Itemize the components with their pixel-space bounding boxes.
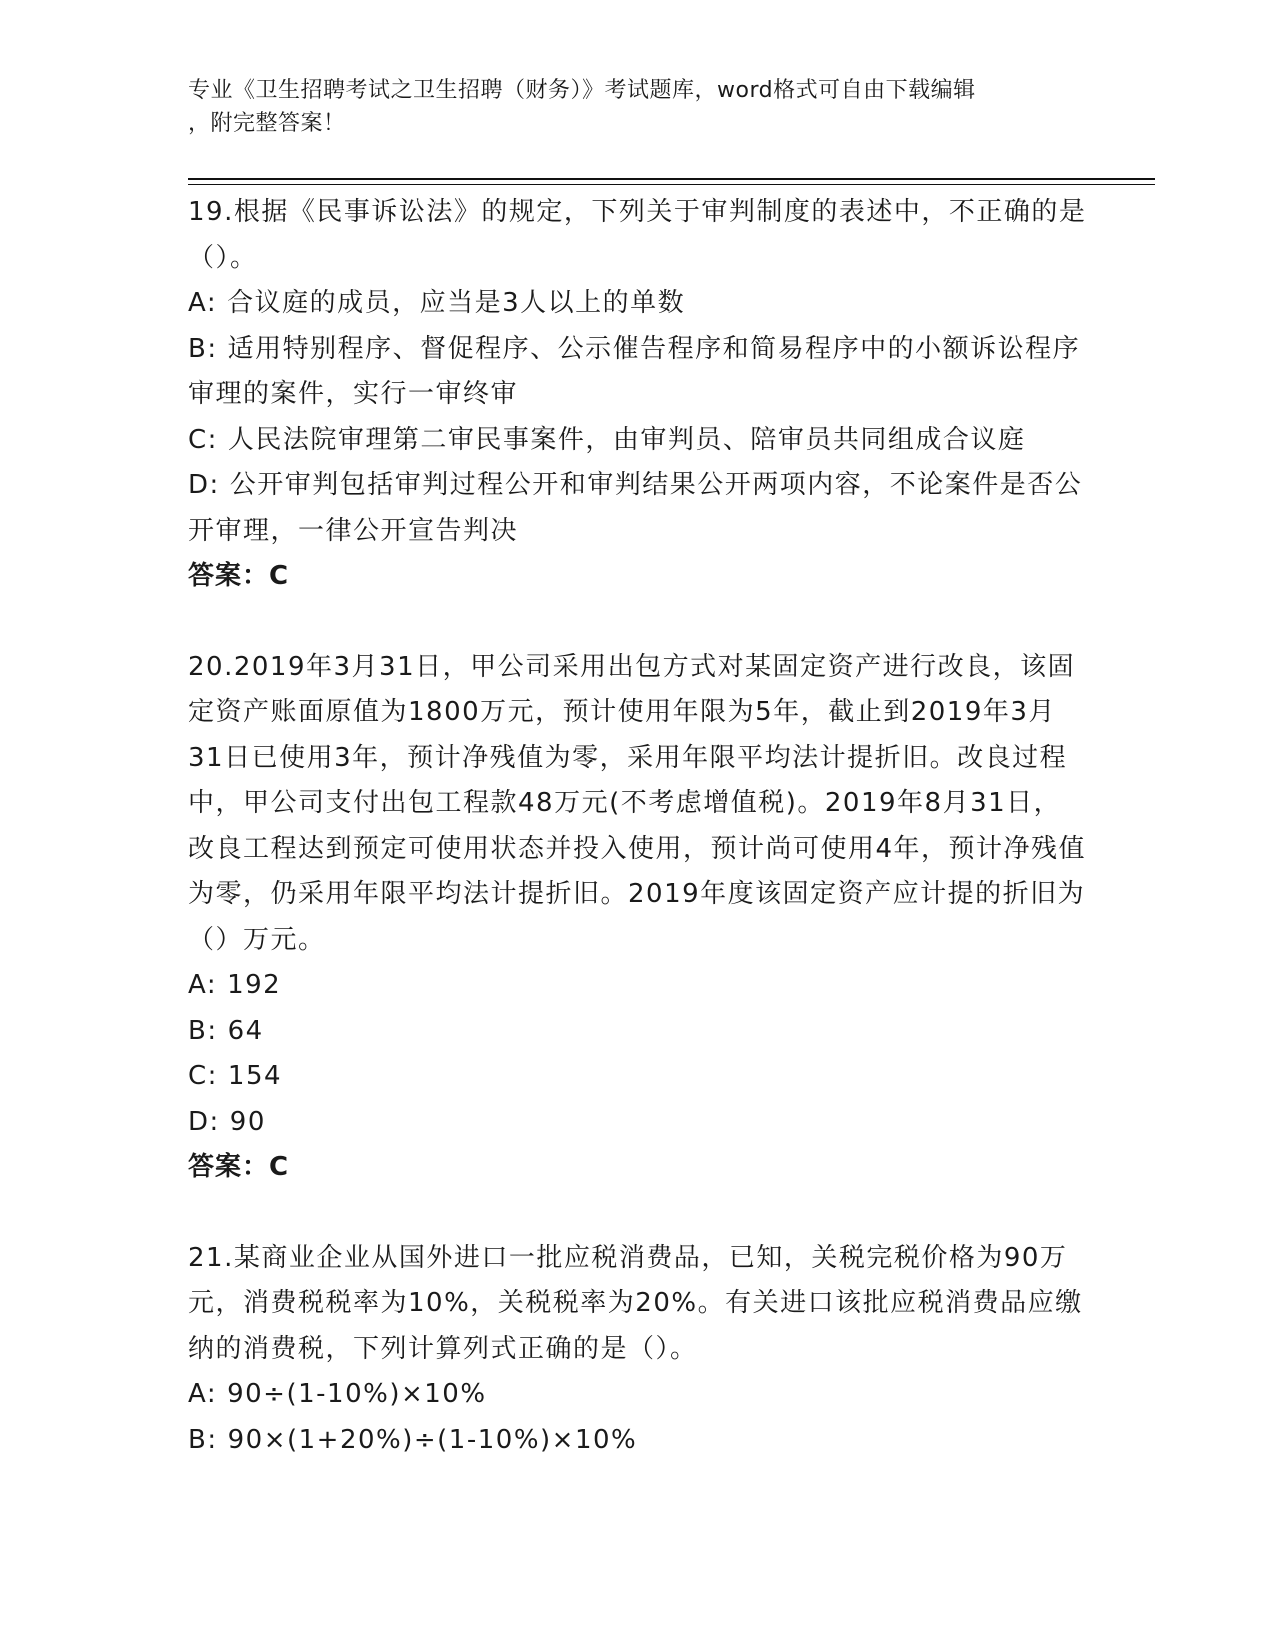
question-stem: 19.根据《民事诉讼法》的规定，下列关于审判制度的表述中，不正确的是（）。 (188, 197, 1087, 273)
option-text: 154 (227, 1061, 283, 1091)
question-21 (188, 1236, 1088, 1464)
option-a (188, 963, 1088, 1009)
header-line-1: 专业《卫生招聘考试之卫生招聘（财务）》考试题库，word格式可自由下载编辑 (188, 78, 976, 103)
option-label: B: (188, 1424, 218, 1455)
option-label: C: (188, 1061, 218, 1091)
header-line-2: ，附完整答案！ (188, 111, 346, 136)
option-label: A: (188, 970, 218, 1000)
option-label: B: (188, 333, 218, 364)
answer-line: 答案：C (188, 561, 290, 591)
option-text: 90÷(1-10%)×10% (227, 1379, 487, 1409)
header-divider-thick (188, 178, 1155, 180)
option-c (188, 1054, 1088, 1100)
option-text: 人民法院审理第二审民事案件，由审判员、陪审员共同组成合议庭 (227, 424, 1026, 455)
option-label: B: (188, 1015, 218, 1046)
question-20 (188, 645, 1088, 1191)
document-header (188, 74, 1068, 140)
option-label: C: (188, 424, 218, 455)
option-a (188, 281, 1088, 327)
option-text: 90×(1+20%)÷(1-10%)×10% (227, 1424, 638, 1455)
option-label: A: (188, 288, 218, 318)
question-stem: 20.2019年3月31日，甲公司采用出包方式对某固定资产进行改良，该固定资产账面原值为1800万元，预计使用年限为5年，截止到2019年3月31日已使用3年，预计净残值为零，采用年限平均法计提折旧。改良过程中，甲公司支付出包工程款48万元(不考虑增值税)。2019年8月31日，改良工程达到预定可使用状态并投入使用，预计尚可使用4年，预计净残值为零，仍采用年限平均法计提折旧。2019年度该固定资产应计提的折旧为（）万元。 (188, 651, 1087, 955)
question-stem: 21.某商业企业从国外进口一批应税消费品，已知，关税完税价格为90万元，消费税税率为10%，关税税率为20%。有关进口该批应税消费品应缴纳的消费税，下列计算列式正确的是（）。 (188, 1242, 1083, 1364)
option-text: 合议庭的成员，应当是3人以上的单数 (227, 288, 686, 318)
option-text: 64 (227, 1015, 264, 1046)
option-text: 90 (229, 1106, 266, 1137)
question-list (188, 190, 1088, 1508)
option-b (188, 1009, 1088, 1055)
option-c (188, 418, 1088, 464)
option-label: D: (188, 470, 220, 500)
option-text: 适用特别程序、督促程序、公示催告程序和简易程序中的小额诉讼程序审理的案件，实行一审终审 (188, 333, 1081, 409)
question-19 (188, 190, 1088, 600)
option-a (188, 1372, 1088, 1418)
option-b (188, 327, 1088, 418)
header-divider-thin (188, 184, 1155, 185)
answer-line: 答案：C (188, 1152, 290, 1182)
option-b (188, 1418, 1088, 1464)
option-label: D: (188, 1106, 220, 1137)
option-d (188, 1100, 1088, 1146)
option-text: 公开审判包括审判过程公开和审判结果公开两项内容，不论案件是否公开审理，一律公开宣告判决 (188, 470, 1083, 546)
option-label: A: (188, 1379, 218, 1409)
option-d (188, 463, 1088, 554)
option-text: 192 (227, 970, 282, 1000)
